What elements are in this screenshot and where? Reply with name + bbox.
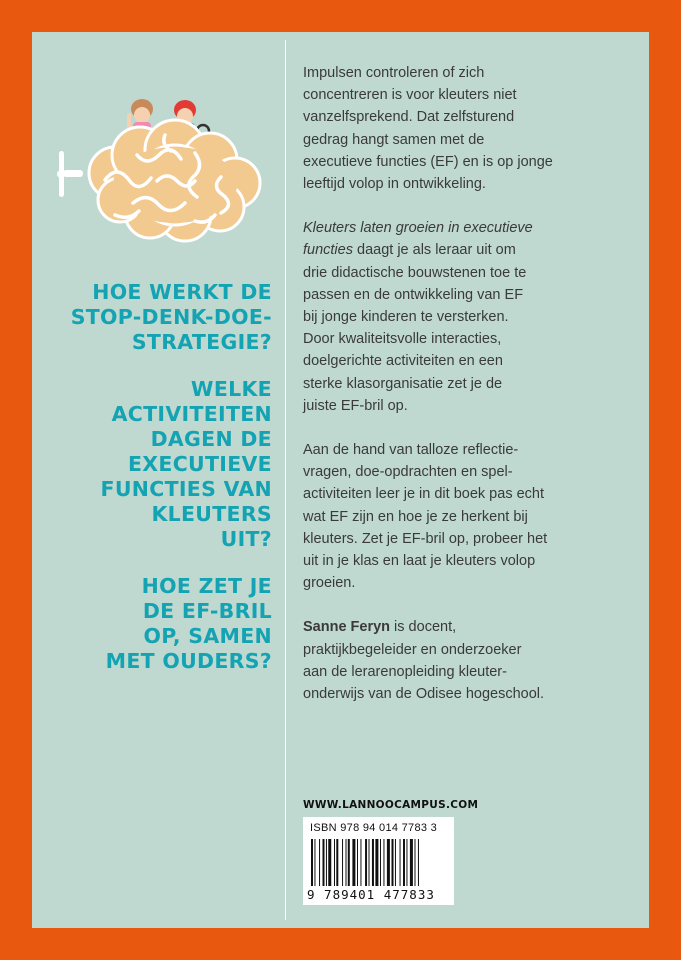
text-line: leeftijd volop in ontwikkeling. — [303, 176, 486, 193]
questions-column — [40, 280, 272, 696]
text-line: wat EF zijn en hoe je ze herkent bij — [303, 508, 528, 525]
text-line-rest: is docent, — [390, 619, 457, 636]
barcode-bar — [311, 839, 313, 886]
barcode-bar — [392, 839, 394, 886]
question-line: HOE ZET JE — [141, 574, 272, 598]
barcode-bar — [387, 839, 390, 886]
author-name: Sanne Feryn — [303, 619, 391, 636]
question-line: OP, SAMEN — [143, 624, 272, 648]
text-line: Impulsen controleren of zich — [303, 65, 485, 81]
text-line: concentreren is voor kleuters niet — [303, 87, 517, 104]
publisher-website: WWW.LANNOOCAMPUS.COM — [303, 799, 479, 811]
author-paragraph — [303, 616, 603, 705]
text-line: uit in je klas en laat je kleuters volop — [303, 553, 536, 570]
text-line: aan de lerarenopleiding kleuter- — [303, 663, 507, 680]
text-line: doelgerichte activiteiten en een — [303, 353, 503, 370]
barcode-bar — [410, 839, 413, 886]
barcode-bar — [415, 839, 416, 886]
question-activiteiten — [40, 377, 272, 552]
barcode-box — [303, 817, 454, 905]
question-line: UIT? — [220, 527, 272, 551]
text-line: kleuters. Zet je EF-bril op, probeer het — [303, 530, 548, 547]
barcode-bar — [360, 839, 361, 886]
text-line: vanzelfsprekend. Dat zelfsturend — [303, 109, 515, 126]
barcode-bar — [348, 839, 350, 886]
barcode-bar — [357, 839, 358, 886]
question-line: HOE WERKT DE — [92, 280, 272, 304]
text-line: passen en de ontwikkeling van EF — [303, 286, 524, 303]
question-line: WELKE — [190, 377, 272, 401]
question-ef-bril — [40, 574, 272, 674]
barcode-bar — [328, 839, 331, 886]
text-line: sterke klasorganisatie zet je de — [303, 375, 503, 392]
question-line: FUNCTIES VAN — [100, 477, 272, 501]
barcode-bar — [406, 839, 407, 886]
barcode-bar — [323, 839, 325, 886]
brain-airplane-icon — [45, 95, 280, 255]
question-line: DE EF-BRIL — [142, 599, 272, 623]
barcode-bar — [372, 839, 374, 886]
barcode-bar — [352, 839, 355, 886]
barcode-bar — [403, 839, 405, 886]
question-line: KLEUTERS — [151, 502, 272, 526]
question-line: STRATEGIE? — [131, 330, 272, 354]
activities-paragraph — [303, 439, 603, 594]
column-divider — [285, 40, 286, 920]
barcode-bar — [314, 839, 315, 886]
text-line: Aan de hand van talloze reflectie- — [303, 442, 519, 459]
intro-paragraph — [303, 62, 603, 195]
barcode-bar — [336, 839, 338, 886]
barcode-bar — [346, 839, 347, 886]
text-line-rest: daagt je als leraar uit om — [352, 242, 516, 259]
text-line: drie didactische bouwstenen toe te — [303, 264, 527, 281]
text-line: vragen, doe-opdrachten en spel- — [303, 464, 513, 481]
barcode-bar — [380, 839, 381, 886]
barcode-number: 9 789401 477833 — [307, 887, 435, 902]
question-line: MET OUDERS? — [105, 649, 272, 673]
description-paragraph — [303, 217, 603, 417]
barcode-bar — [369, 839, 370, 886]
barcode-bar — [342, 839, 343, 886]
propeller-icon — [57, 151, 83, 197]
barcode-bar — [395, 839, 396, 886]
text-line: praktijkbegeleider en onderzoeker — [303, 641, 522, 658]
text-line: bij jonge kinderen te versterken. — [303, 309, 509, 326]
barcode-bar — [334, 839, 335, 886]
barcode-bar — [418, 839, 419, 886]
question-line: ACTIVITEITEN — [111, 402, 272, 426]
barcode-icon — [311, 839, 447, 886]
text-line: onderwijs van de Odisee hogeschool. — [303, 686, 545, 703]
question-stop-denk-doe — [40, 280, 272, 355]
text-line — [303, 616, 603, 638]
text-line: Door kwaliteitsvolle interacties, — [303, 331, 502, 348]
isbn-label: ISBN 978 94 014 7783 3 — [310, 822, 438, 834]
blurb-text — [303, 62, 603, 727]
question-line: STOP-DENK-DOE- — [70, 305, 272, 329]
barcode-bar — [319, 839, 320, 886]
barcode-bar — [375, 839, 378, 886]
barcode-bar — [326, 839, 327, 886]
question-line: DAGEN DE — [150, 427, 272, 451]
text-line — [303, 239, 603, 261]
text-line: juiste EF-bril op. — [303, 397, 408, 414]
text-line: groeien. — [303, 575, 356, 592]
text-line: activiteiten leer je in dit boek pas echt — [303, 486, 544, 503]
question-line: EXECUTIEVE — [128, 452, 272, 476]
barcode-bar — [383, 839, 384, 886]
barcode-bar — [400, 839, 401, 886]
text-line: gedrag hangt samen met de — [303, 131, 485, 148]
book-title-line: Kleuters laten groeien in executieve — [303, 220, 533, 237]
book-title-end: functies — [303, 242, 353, 259]
barcode-bar — [365, 839, 367, 886]
text-line: executieve functies (EF) en is op jonge — [303, 153, 553, 170]
